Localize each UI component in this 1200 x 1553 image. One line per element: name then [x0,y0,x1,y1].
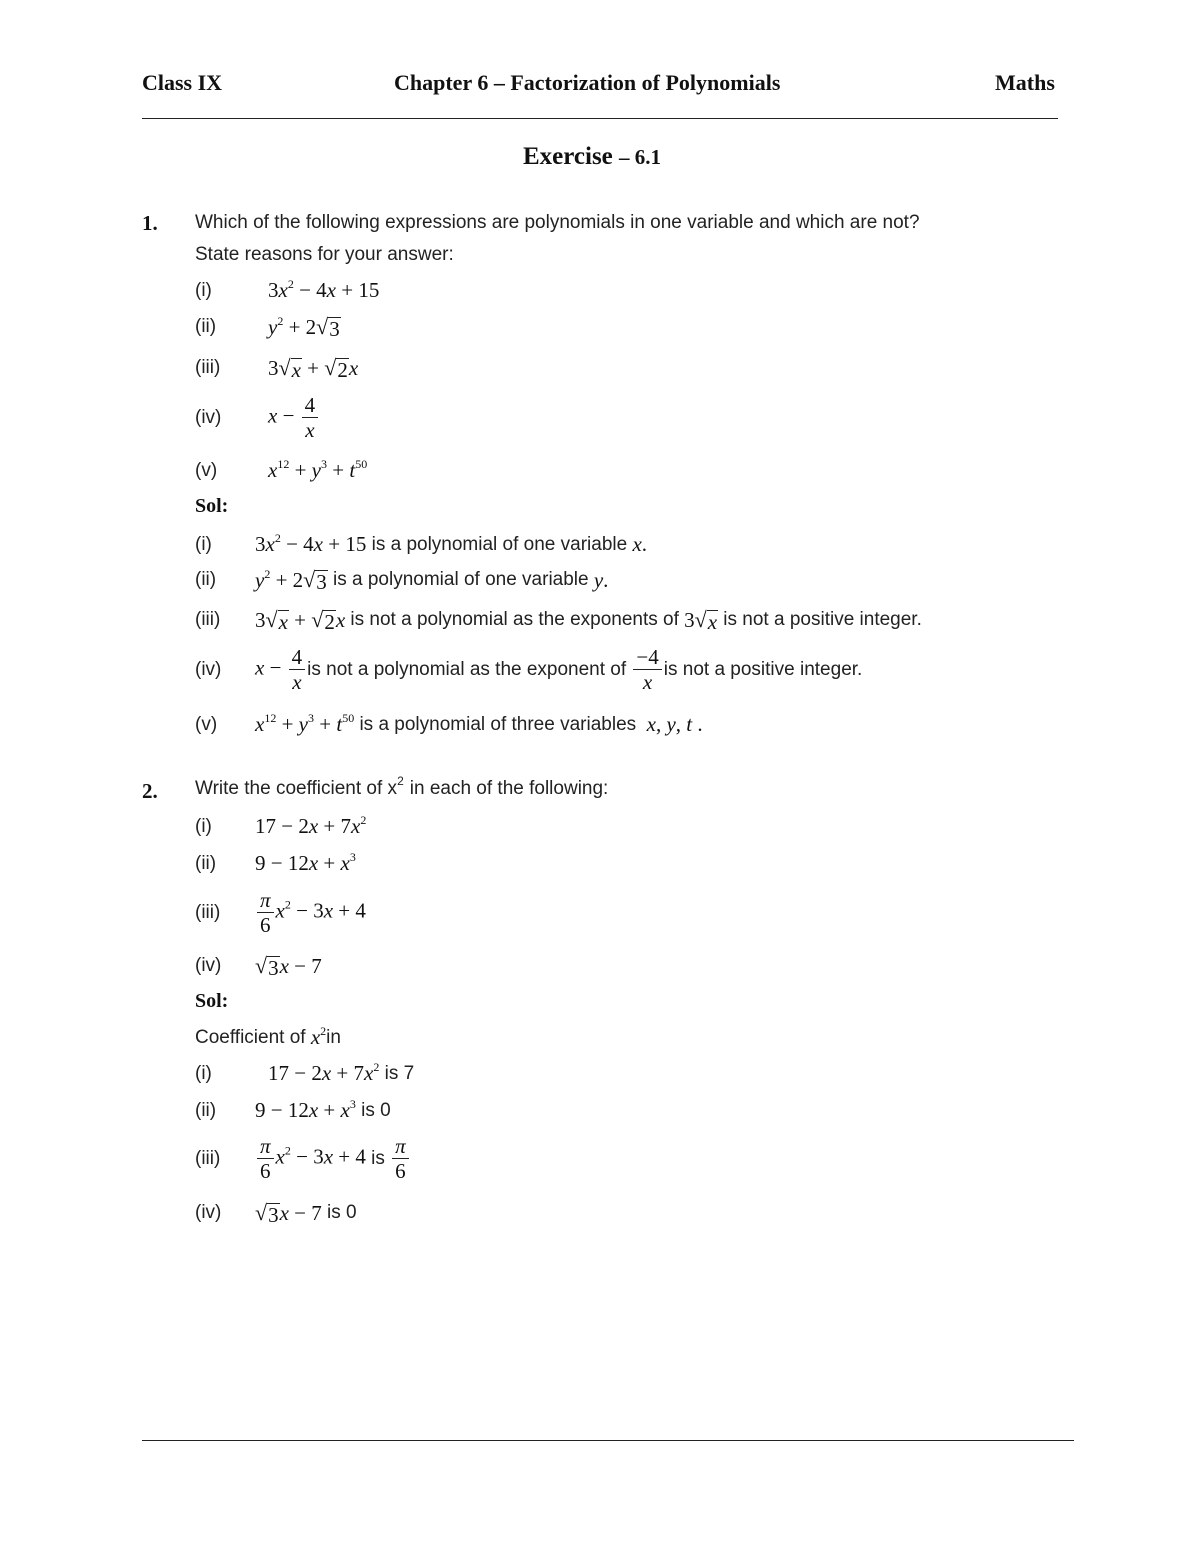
q1-ans-text-iv-a: is not a polynomial as the exponent of [307,658,627,680]
q1-label-ii: (ii) [195,316,217,337]
q1-math-iii: 3 √ x + √ 2 x [268,355,359,382]
question-2-prompt: Write the coefficient of x $^2$ in each of the following: [195,774,609,799]
q2-ans-math-ii: $9 - 12x + x^3$ [255,1097,356,1122]
q2-coef-b: in [326,1026,341,1048]
q1-expression-iii [195,355,358,381]
q1-ans-vars-v: x, y, t . [646,712,703,736]
q1-math-v: $x^{12} + y^3 + t^{50}$ [268,457,368,482]
q2-expression-iv [195,953,322,979]
exercise-number: – 6.1 [619,145,662,169]
q2-label-ii: (ii) [195,852,217,874]
question-1-prompt-line2: State reasons for your answer: [195,244,454,265]
q2-ans-text-ii: is 0 [361,1099,391,1121]
header-subject: Maths [995,70,1055,95]
q1-label-v: (v) [195,459,218,481]
q1-ans-text-v: is a polynomial of three variables [359,713,637,735]
question-2-prompt-b: in each of the following: [409,778,609,799]
header-chapter: Chapter 6 – Factorization of Polynomials [394,70,781,95]
q1-answer-i [195,532,647,557]
q2-expression-iii [195,888,366,937]
footer-rule [142,1440,1074,1441]
q1-answer-v [195,712,703,737]
q1-answer-iii [195,607,922,633]
question-1-prompt-line1: Which of the following expressions are polynomials in one variable and which are not? [195,212,920,233]
q2-coef-var: $x^2$ [310,1024,327,1049]
q1-sol-label: Sol: [195,495,229,517]
q1-ans-text-iv-b: is not a positive integer. [663,658,863,680]
q2-ans-text-i: is 7 [384,1062,415,1084]
q2-answer-ii [195,1098,391,1123]
q1-answer-iv [195,645,862,694]
q2-math-ii: $9 - 12x + x^3$ [255,850,356,875]
q2-math-iii: $\frac{\pi}{6}$ $x^2 - 3x + 4$ [255,888,366,937]
q2-math-iv: √ 3 x − 7 [255,953,322,980]
q1-label-i: (i) [195,279,212,301]
q1-ans-math-iv-b: $\frac{-4}{x}$ [626,645,664,694]
exercise-title-text: Exercise [523,143,613,170]
q1-ans-math-v: $x^{12} + y^3 + t^{50}$ [255,711,355,736]
q1-ans-label-v: (v) [195,713,218,735]
q1-math-iv: x − $\frac{4}{x}$ [268,393,320,442]
q1-label-iv: (iv) [195,406,222,428]
q2-ans-label-iv: (iv) [195,1202,222,1223]
q1-ans-math-iv: x − $\frac{4}{x}$ [255,645,307,694]
q2-coefficient-line [195,1025,341,1050]
q1-math-i: $3x^2 - 4x + 15$ [268,277,380,302]
q2-answer-iii [195,1134,411,1183]
q2-math-i: $17 - 2x + 7x^2$ [255,813,367,838]
q1-ans-math-i: $3x^2 - 4x + 15$ [255,531,372,556]
question-2-number: 2. [142,779,158,803]
q2-answer-iv [195,1200,357,1226]
q2-ans-label-i: (i) [195,1062,212,1084]
q1-label-iii: (iii) [195,357,221,378]
q1-ans-text-i: is a polynomial of one variable [371,533,628,555]
q1-ans-label-iv: (iv) [195,658,222,680]
q2-answer-i [195,1061,414,1086]
q1-expression-v [195,458,367,483]
question-1-number: 1. [142,211,158,235]
q2-expression-i [195,814,366,839]
q1-ans-label-i: (i) [195,533,212,555]
q2-sol-label: Sol: [195,990,229,1012]
q2-ans-math-i: $17 - 2x + 7x^2$ [268,1060,380,1085]
q2-ans-math-iv: √ 3 x − 7 [255,1200,327,1227]
q1-ans-text-iii-b: is not a positive integer. [723,609,922,630]
q2-coef-a: Coefficient of [195,1026,306,1048]
q1-expression-ii [195,314,341,340]
q1-ans-math-ii: $y^2 + 2$ √ 3 [255,567,327,594]
q1-ans-text-iii-a: is not a polynomial as the exponents of [350,609,679,630]
q2-ans-text-iii: is [371,1147,385,1169]
q2-ans-label-ii: (ii) [195,1099,217,1121]
q1-ans-math-iii: 3 √ x + √ 2 x [255,607,346,634]
q2-ans-math-iii: $\frac{\pi}{6}$ $x^2 - 3x + 4$ [255,1134,371,1183]
question-2-prompt-a: Write the coefficient of x [195,778,398,799]
q1-ans-text-ii: is a polynomial of one variable [333,569,589,590]
q1-expression-iv [195,393,320,442]
q2-ans-text-iv: is 0 [327,1202,357,1223]
q2-ans-label-iii: (iii) [195,1147,221,1169]
header-class: Class IX [142,70,223,95]
q1-math-ii: $y^2 + 2$ √ 3 [268,314,340,341]
q1-expression-i [195,278,379,303]
q1-answer-ii [195,567,608,593]
exercise-title [523,143,661,171]
q2-label-iii: (iii) [195,901,221,923]
q1-ans-label-iii: (iii) [195,609,221,630]
q1-ans-var-i: x. [632,532,648,556]
q1-ans-var-ii: y. [593,567,609,592]
q1-ans-math-iii-b: 3 √ x [678,607,718,634]
q2-ans-value-iii: $\frac{\pi}{6}$ [385,1134,411,1183]
header-rule [142,118,1058,119]
q1-ans-label-ii: (ii) [195,569,217,590]
q2-label-iv: (iv) [195,955,222,976]
q2-expression-ii [195,851,356,876]
q2-label-i: (i) [195,815,212,837]
